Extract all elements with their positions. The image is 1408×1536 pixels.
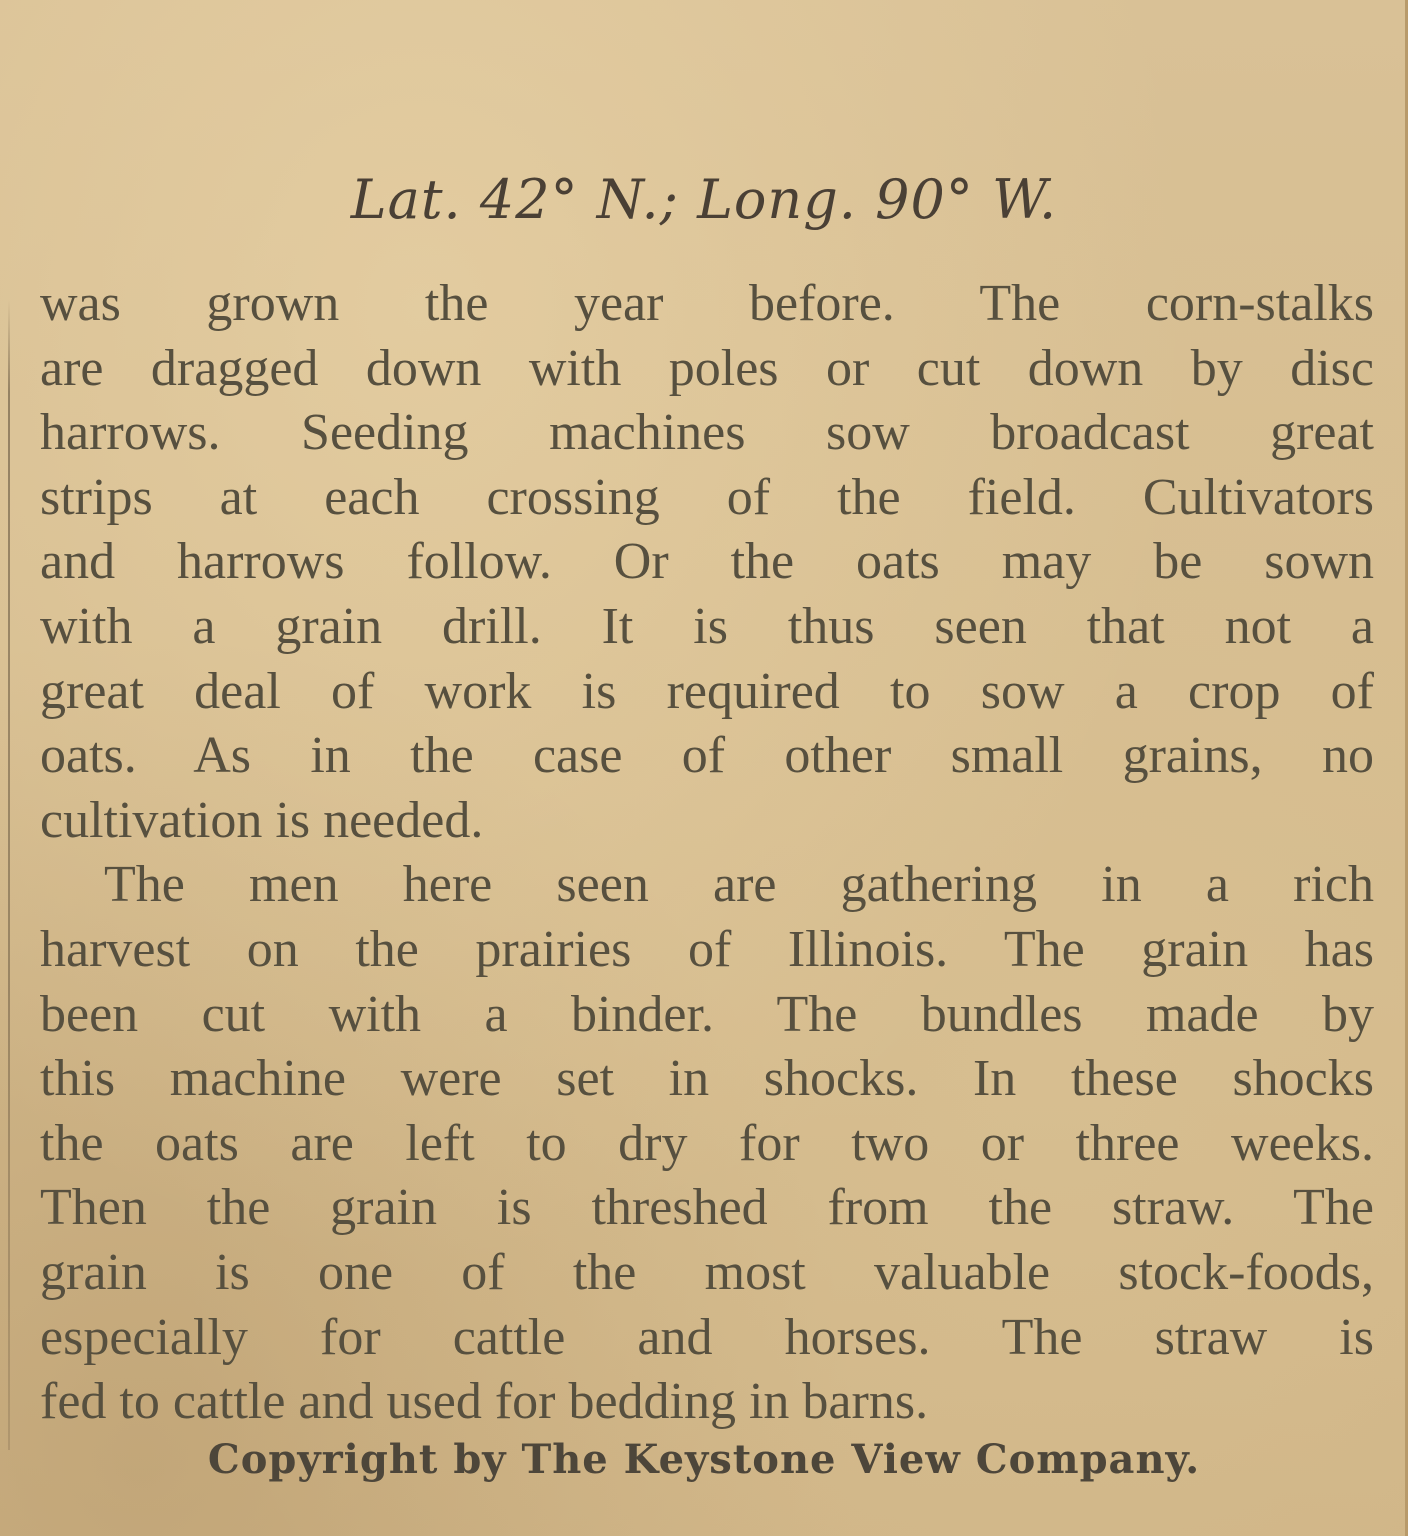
text-line: Then the grain is threshed from the straw. The: [40, 1179, 1374, 1237]
text-line: grain is one of the most valuable stock-foods,: [40, 1243, 1374, 1301]
text-line: are dragged down with poles or cut down by disc: [40, 339, 1374, 397]
text-line: harvest on the prairies of Illinois. The grain has: [40, 920, 1374, 978]
paragraph-2: [40, 853, 1374, 1434]
text-line: and harrows follow. Or the oats may be sown: [40, 533, 1374, 591]
description-text: [40, 272, 1374, 1435]
text-line: The men here seen are gathering in a rich: [104, 856, 1374, 914]
coordinates-heading: Lat. 42° N.; Long. 90° W.: [350, 168, 1058, 231]
text-line: strips at each crossing of the field. Cultivators: [40, 468, 1374, 526]
text-line: fed to cattle and used for bedding in barns.: [40, 1373, 929, 1431]
text-line: great deal of work is required to sow a crop of: [40, 662, 1374, 720]
text-line: cultivation is needed.: [40, 791, 484, 849]
text-line: oats. As in the case of other small grains, no: [40, 727, 1374, 785]
paragraph-1: [40, 272, 1374, 853]
text-line: this machine were set in shocks. In these shocks: [40, 1050, 1374, 1108]
text-line: been cut with a binder. The bundles made by: [40, 985, 1374, 1043]
text-line: especially for cattle and horses. The straw is: [40, 1308, 1374, 1366]
text-line: with a grain drill. It is thus seen that not a: [40, 597, 1374, 655]
margin-rule: [8, 300, 10, 1450]
copyright-notice: Copyright by The Keystone View Company.: [207, 1436, 1201, 1483]
text-line: the oats are left to dry for two or three weeks.: [40, 1114, 1374, 1172]
text-line: harrows. Seeding machines sow broadcast great: [40, 404, 1374, 462]
text-line: was grown the year before. The corn-stalks: [40, 275, 1374, 332]
